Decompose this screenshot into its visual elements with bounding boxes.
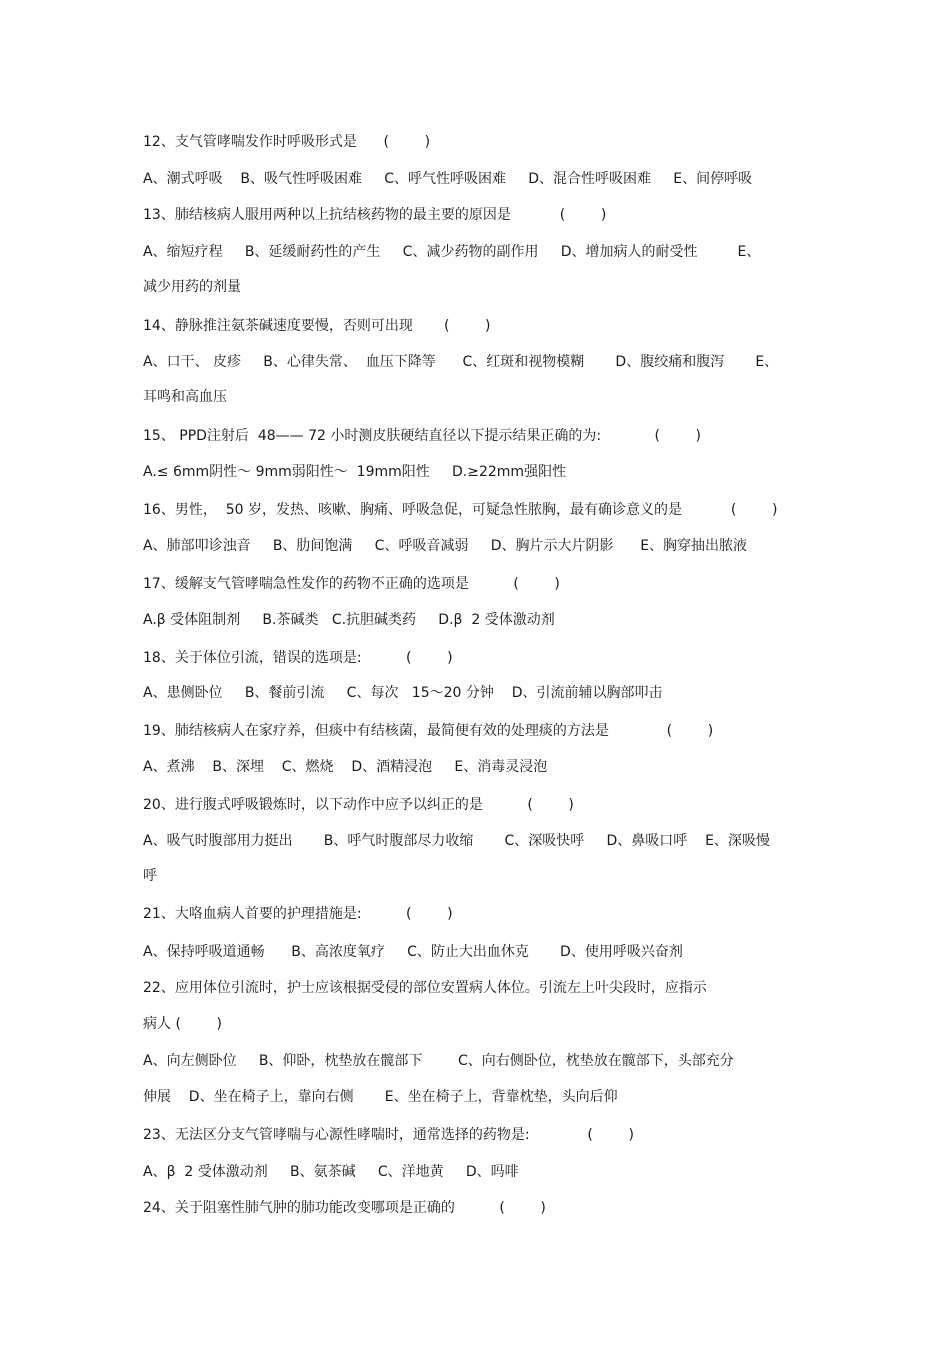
options-22-cont: 伸展 D、坐在椅子上，靠向右侧 E、坐在椅子上，背靠枕垫，头向后仰 [143, 1089, 618, 1105]
options-20: A、吸气时腹部用力挺出 B、呼气时腹部尽力收缩 C、深吸快呼 D、鼻吸口呼 E、深吸慢 [143, 833, 770, 849]
options-17: A.β 受体阻制剂 B.茶碱类 C.抗胆碱类药 D.β 2 受体激动剂 [143, 612, 555, 628]
options-22: A、向左侧卧位 B、仰卧，枕垫放在髋部下 C、向右侧卧位，枕垫放在髋部下，头部充分 [143, 1053, 734, 1069]
options-20-cont: 呼 [143, 868, 157, 884]
question-17: 17、缓解支气管哮喘急性发作的药物不正确的选项是 ( ) [143, 576, 560, 592]
question-18: 18、关于体位引流，错误的选项是: ( ) [143, 650, 453, 666]
options-18: A、患侧卧位 B、餐前引流 C、每次 15～20 分钟 D、引流前辅以胸部叩击 [143, 685, 663, 701]
question-12: 12、支气管哮喘发作时呼吸形式是 ( ) [143, 134, 431, 150]
options-14: A、口干、 皮疹 B、心律失常、 血压下降等 C、红斑和视物模糊 D、腹绞痛和腹泻 E、 [143, 354, 779, 370]
question-22: 22、应用体位引流时，护士应该根据受侵的部位安置病人体位。引流左上叶尖段时，应指示 [143, 980, 707, 996]
question-20: 20、进行腹式呼吸锻炼时，以下动作中应予以纠正的是 ( ) [143, 797, 574, 813]
options-13: A、缩短疗程 B、延缓耐药性的产生 C、减少药物的副作用 D、增加病人的耐受性 E、 [143, 244, 761, 260]
question-15: 15、 PPD注射后 48—— 72 小时测皮肤硬结直径以下提示结果正确的为: ( ) [143, 428, 702, 444]
options-23: A、β 2 受体激动剂 B、氨茶碱 C、洋地黄 D、吗啡 [143, 1164, 519, 1180]
question-24: 24、关于阻塞性肺气肿的肺功能改变哪项是正确的 ( ) [143, 1200, 546, 1216]
options-16: A、肺部叩诊浊音 B、肋间饱满 C、呼吸音减弱 D、胸片示大片阴影 E、胸穿抽出脓液 [143, 538, 748, 554]
options-12: A、潮式呼吸 B、吸气性呼吸困难 C、呼气性呼吸困难 D、混合性呼吸困难 E、间停呼吸 [143, 171, 753, 187]
question-19: 19、肺结核病人在家疗养，但痰中有结核菌，最简便有效的处理痰的方法是 ( ) [143, 723, 714, 739]
question-23: 23、无法区分支气管哮喘与心源性哮喘时，通常选择的药物是: ( ) [143, 1127, 634, 1143]
options-15: A.≤ 6mm阴性～ 9mm弱阳性～ 19mm阳性 D.≥22mm强阳性 [143, 464, 567, 480]
question-13: 13、肺结核病人服用两种以上抗结核药物的最主要的原因是 ( ) [143, 207, 607, 223]
question-14: 14、静脉推注氨茶碱速度要慢，否则可出现 ( ) [143, 318, 491, 334]
options-14-cont: 耳鸣和高血压 [143, 389, 227, 405]
options-13-cont: 减少用药的剂量 [143, 279, 241, 295]
options-19: A、煮沸 B、深埋 C、燃烧 D、酒精浸泡 E、消毒灵浸泡 [143, 759, 548, 775]
question-16: 16、男性， 50 岁，发热、咳嗽、胸痛、呼吸急促，可疑急性脓胸，最有确诊意义的是 ( ) [143, 502, 778, 518]
options-21: A、保持呼吸道通畅 B、高浓度氧疗 C、防止大出血休克 D、使用呼吸兴奋剂 [143, 944, 683, 960]
question-22-cont: 病人 ( ) [143, 1016, 222, 1032]
question-21: 21、大咯血病人首要的护理措施是: ( ) [143, 906, 453, 922]
